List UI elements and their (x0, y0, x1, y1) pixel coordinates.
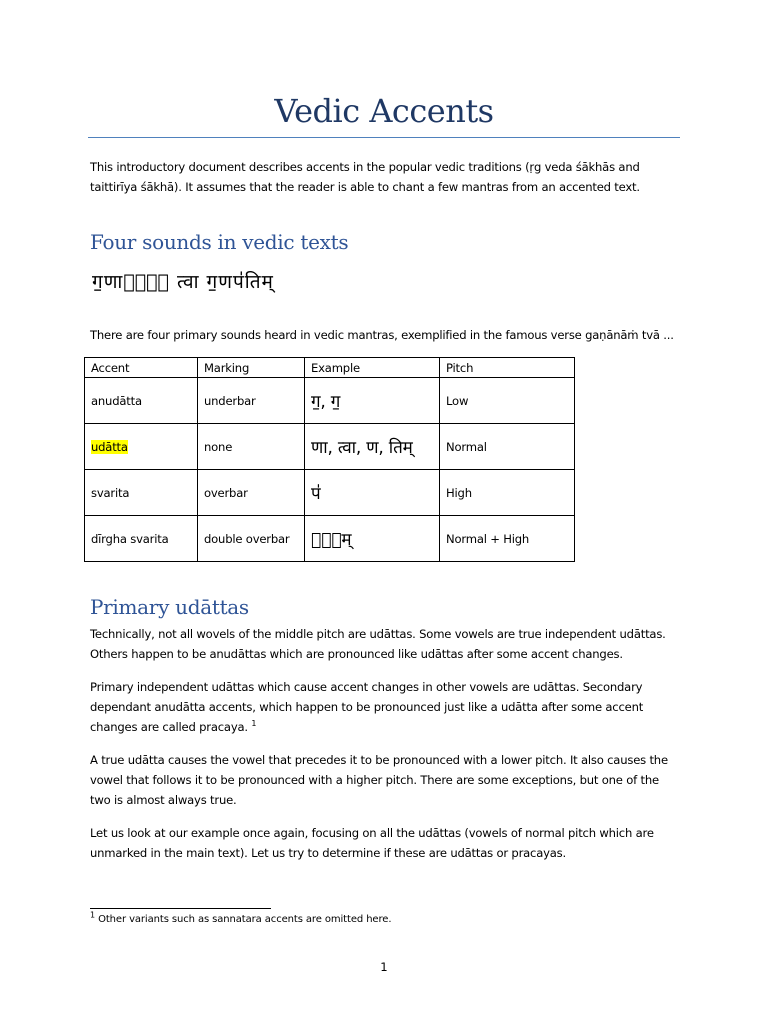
section-heading-four-sounds: Four sounds in vedic texts (90, 230, 349, 254)
example-cell: प॑ (305, 470, 440, 516)
pitch-cell: High (440, 470, 575, 516)
marking-cell: none (198, 424, 305, 470)
column-header-example: Example (305, 358, 440, 378)
devanagari-verse: ग॒णानां᳚ त्वा ग॒णप॑तिम् (92, 271, 274, 293)
pitch-cell: Normal + High (440, 516, 575, 562)
table-row (85, 516, 575, 562)
example-cell: ना᳚म् (305, 516, 440, 562)
table-row (85, 424, 575, 470)
footnote-marker: 1 (90, 910, 95, 920)
accent-cell: dīrgha svarita (85, 516, 198, 562)
example-cell: णा, त्वा, ण, तिम् (305, 424, 440, 470)
table-row (85, 470, 575, 516)
document-title: Vedic Accents (274, 92, 494, 130)
udattas-paragraph-4: Let us look at our example once again, focusing on all the udāttas (vowels of normal pitch which are unmarked in the main text). Let us try to determine if these are udāttas or pracayas. (90, 826, 654, 860)
pitch-cell: Normal (440, 424, 575, 470)
footnote-separator (90, 908, 271, 909)
title-underline (88, 137, 680, 138)
marking-cell: double overbar (198, 516, 305, 562)
udattas-paragraph-1: Technically, not all wovels of the middle pitch are udāttas. Some vowels are true independent udāttas. Others happen to be anudāttas which are pronounced like udāttas after some accent changes. (90, 627, 666, 661)
highlighted-term: udātta (91, 439, 128, 454)
pitch-cell: Low (440, 378, 575, 424)
table-row (85, 378, 575, 424)
accent-table (84, 357, 575, 562)
column-header-accent: Accent (85, 358, 198, 378)
footnote-reference[interactable]: 1 (251, 719, 257, 729)
column-header-marking: Marking (198, 358, 305, 378)
column-header-pitch: Pitch (440, 358, 575, 378)
page-number: 1 (380, 960, 388, 974)
marking-cell: underbar (198, 378, 305, 424)
paragraph-text: Primary independent udāttas which cause accent changes in other vowels are udāttas. Secondary dependant anudātta accents, which happen to be pronounced just like a udātta after some accent changes are called pracaya. (90, 680, 644, 734)
footnote-text: Other variants such as sannatara accents are omitted here. (98, 914, 392, 925)
udattas-paragraph-2 (90, 677, 680, 737)
four-sounds-paragraph: There are four primary sounds heard in vedic mantras, exemplified in the famous verse gaṇānāṁ tvā ... (90, 328, 674, 342)
section-heading-primary-udattas: Primary udāttas (90, 595, 249, 619)
table-header-row (85, 358, 575, 378)
intro-paragraph: This introductory document describes accents in the popular vedic traditions (ṛg veda śākhās and taittirīya śākhā). It assumes that the reader is able to chant a few mantras from an accented text. (90, 160, 640, 194)
marking-cell: overbar (198, 470, 305, 516)
accent-cell: anudātta (85, 378, 198, 424)
example-cell: ग॒, ग॒ (305, 378, 440, 424)
udattas-paragraph-3: A true udātta causes the vowel that precedes it to be pronounced with a lower pitch. It also causes the vowel that follows it to be pronounced with a higher pitch. There are some exceptions, but one of the two is almost always true. (90, 753, 668, 807)
accent-cell: svarita (85, 470, 198, 516)
footnote (90, 910, 392, 925)
accent-cell (85, 424, 198, 470)
